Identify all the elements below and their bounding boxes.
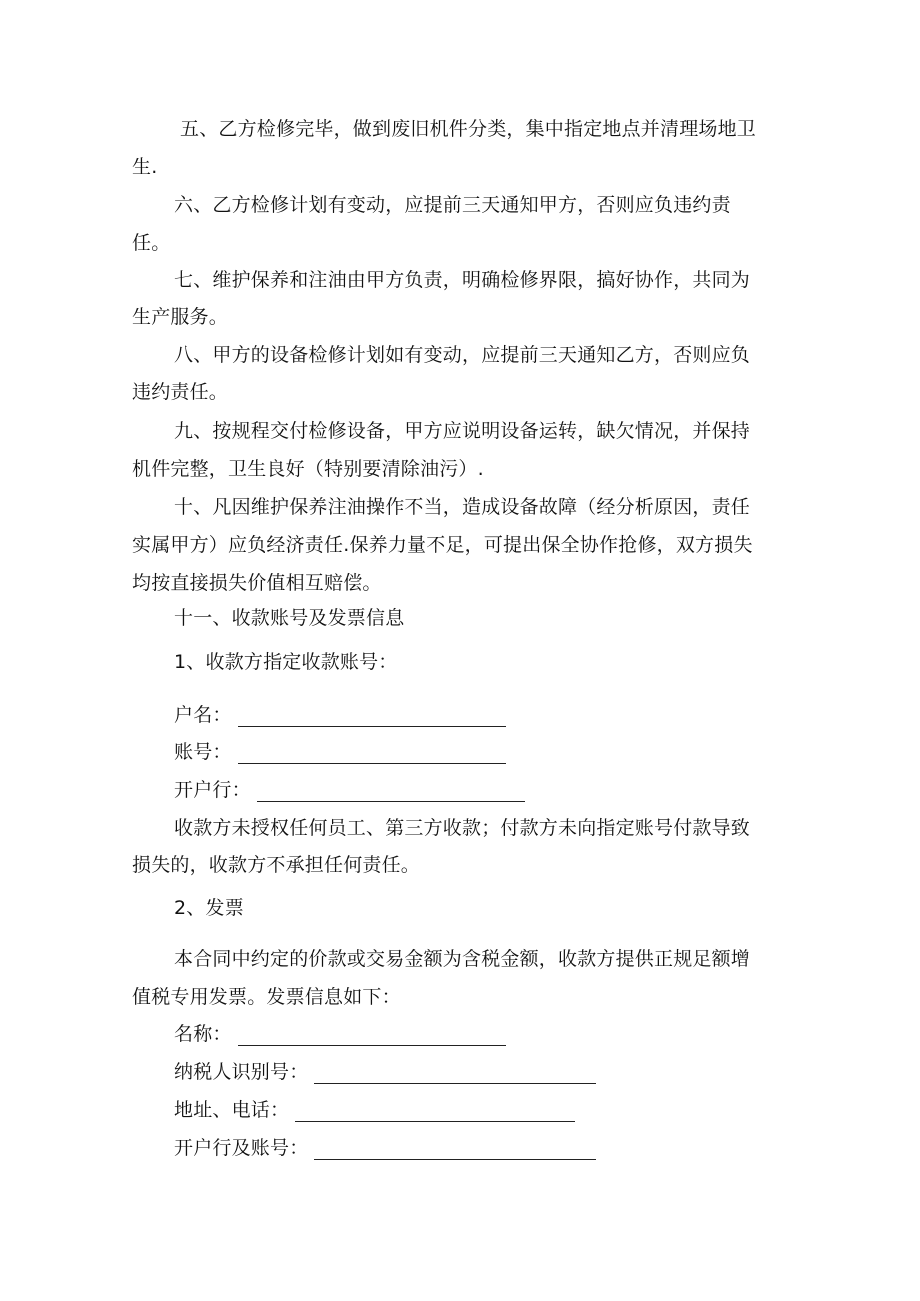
clause-7-line-2: 生产服务。 [132,306,229,328]
blank-line [238,708,506,727]
blank-line [238,1027,506,1046]
clause-7-line-1: 七、维护保养和注油由甲方负责，明确检修界限，搞好协作，共同为 [174,269,751,291]
account-notice-line-2: 损失的，收款方不承担任何责任。 [132,854,421,876]
field-label: 纳税人识别号： [174,1061,309,1083]
clause-6-line-2: 任。 [132,232,171,254]
clause-10-line-2: 实属甲方）应负经济责任.保养力量不足，可提出保全协作抢修，双方损失 [132,534,753,556]
invoice-desc-line-2: 值税专用发票。发票信息如下： [132,986,401,1008]
blank-line [314,1141,596,1160]
field-label: 地址、电话： [174,1099,290,1121]
account-name-field[interactable] [174,703,506,727]
invoice-address-phone-field[interactable] [174,1098,575,1122]
clause-9-line-1: 九、按规程交付检修设备，甲方应说明设备运转，缺欠情况，并保持 [174,420,751,442]
account-notice-line-1: 收款方未授权任何员工、第三方收款；付款方未向指定账号付款导致 [174,817,751,839]
invoice-name-field[interactable] [174,1022,506,1046]
account-bank-field[interactable] [174,778,525,802]
section-11-heading: 十一、收款账号及发票信息 [174,607,405,629]
field-label: 开户行及账号： [174,1137,309,1159]
clause-10-line-3: 均按直接损失价值相互赔偿。 [132,572,382,594]
account-number-field[interactable] [174,740,506,764]
clause-9-line-2: 机件完整，卫生良好（特别要清除油污）. [132,458,484,480]
blank-line [314,1065,596,1084]
clause-5-line-2: 生. [132,156,158,178]
invoice-heading: 2、发票 [174,897,244,919]
field-label: 户名： [174,704,232,726]
clause-10-line-1: 十、凡因维护保养注油操作不当，造成设备故障（经分析原因，责任 [174,496,751,518]
invoice-desc-line-1: 本合同中约定的价款或交易金额为含税金额，收款方提供正规足额增 [174,948,751,970]
blank-line [257,783,525,802]
clause-6-line-1: 六、乙方检修计划有变动，应提前三天通知甲方，否则应负违约责 [174,194,731,216]
invoice-tax-id-field[interactable] [174,1060,596,1084]
clause-8-line-1: 八、甲方的设备检修计划如有变动，应提前三天通知乙方，否则应负 [174,344,751,366]
blank-line [295,1103,575,1122]
account-heading: 1、收款方指定收款账号： [174,651,398,673]
field-label: 名称： [174,1023,232,1045]
field-label: 开户行： [174,779,251,801]
blank-line [238,745,506,764]
field-label: 账号： [174,741,232,763]
invoice-bank-account-field[interactable] [174,1136,596,1160]
clause-8-line-2: 违约责任。 [132,381,229,403]
clause-5-line-1: 五、乙方检修完毕，做到废旧机件分类，集中指定地点并清理场地卫 [180,118,757,140]
